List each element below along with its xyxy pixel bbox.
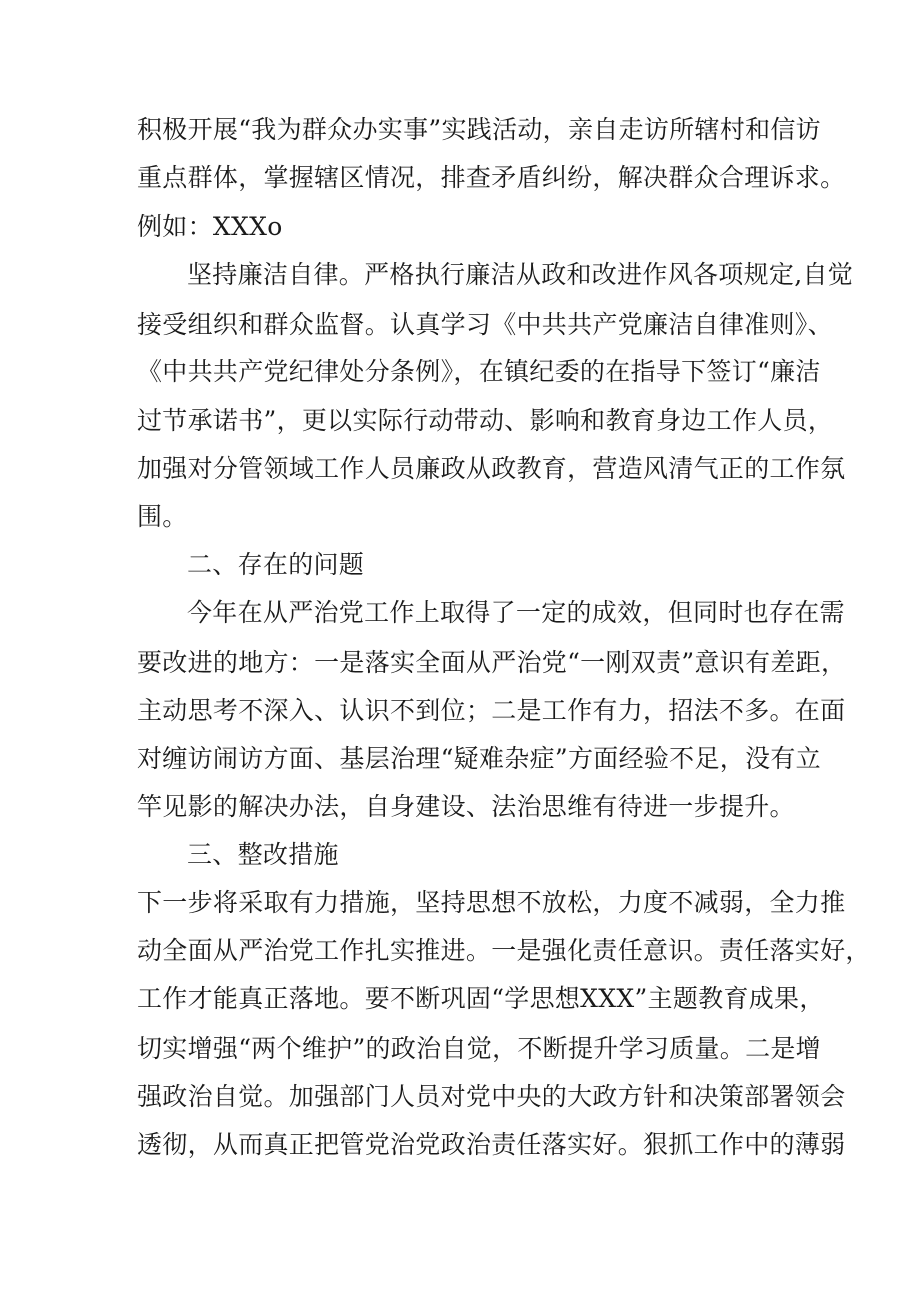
- paragraph-line: 透彻，从而真正把管党治党政治责任落实好。狠抓工作中的薄弱: [137, 1130, 846, 1159]
- paragraph-line: 例如：XXXo: [137, 212, 283, 241]
- paragraph-line: 对缠访闹访方面、基层治理“疑难杂症”方面经验不足，没有立: [137, 744, 821, 773]
- paragraph-line: 今年在从严治党工作上取得了一定的成效，但同时也存在需: [187, 598, 845, 627]
- paragraph-line: 《中共共产党纪律处分条例》，在镇纪委的在指导下签订“廉洁: [137, 357, 821, 386]
- paragraph-line: 强政治自觉。加强部门人员对党中央的大政方针和决策部署领会: [137, 1082, 846, 1111]
- paragraph-line: 加强对分管领域工作人员廉政从政教育，营造风清气正的工作氛: [137, 454, 846, 483]
- paragraph-line: 坚持廉洁自律。严格执行廉洁从政和改进作风各项规定,自觉: [187, 260, 854, 289]
- paragraph-line: 过节承诺书”，更以实际行动带动、影响和教育身边工作人员，: [137, 406, 834, 435]
- section-heading: 三、整改措施: [187, 840, 339, 869]
- paragraph-line: 接受组织和群众监督。认真学习《中共共产党廉洁自律准则》、: [137, 310, 833, 339]
- paragraph-line: 下一步将采取有力措施，坚持思想不放松，力度不减弱，全力推: [137, 888, 846, 917]
- paragraph-line: 围。: [137, 502, 188, 531]
- paragraph-line: 切实增强“两个维护”的政治自觉，不断提升学习质量。二是增: [137, 1034, 821, 1063]
- paragraph-line: 主动思考不深入、认识不到位；二是工作有力，招法不多。在面: [137, 696, 846, 725]
- paragraph-line: 工作才能真正落地。要不断巩固“学思想XXX”主题教育成果，: [137, 984, 825, 1013]
- paragraph-line: 动全面从严治党工作扎实推进。一是强化责任意识。责任落实好，: [137, 936, 871, 965]
- paragraph-line: 积极开展“我为群众办实事”实践活动，亲自走访所辖村和信访: [137, 115, 821, 144]
- paragraph-line: 重点群体，掌握辖区情况，排查矛盾纠纷，解决群众合理诉求。: [137, 163, 846, 192]
- section-heading: 二、存在的问题: [187, 550, 365, 579]
- paragraph-line: 竿见影的解决办法，自身建设、法治思维有待进一步提升。: [137, 792, 795, 821]
- paragraph-line: 要改进的地方：一是落实全面从严治党“一刚双责”意识有差距，: [137, 648, 847, 677]
